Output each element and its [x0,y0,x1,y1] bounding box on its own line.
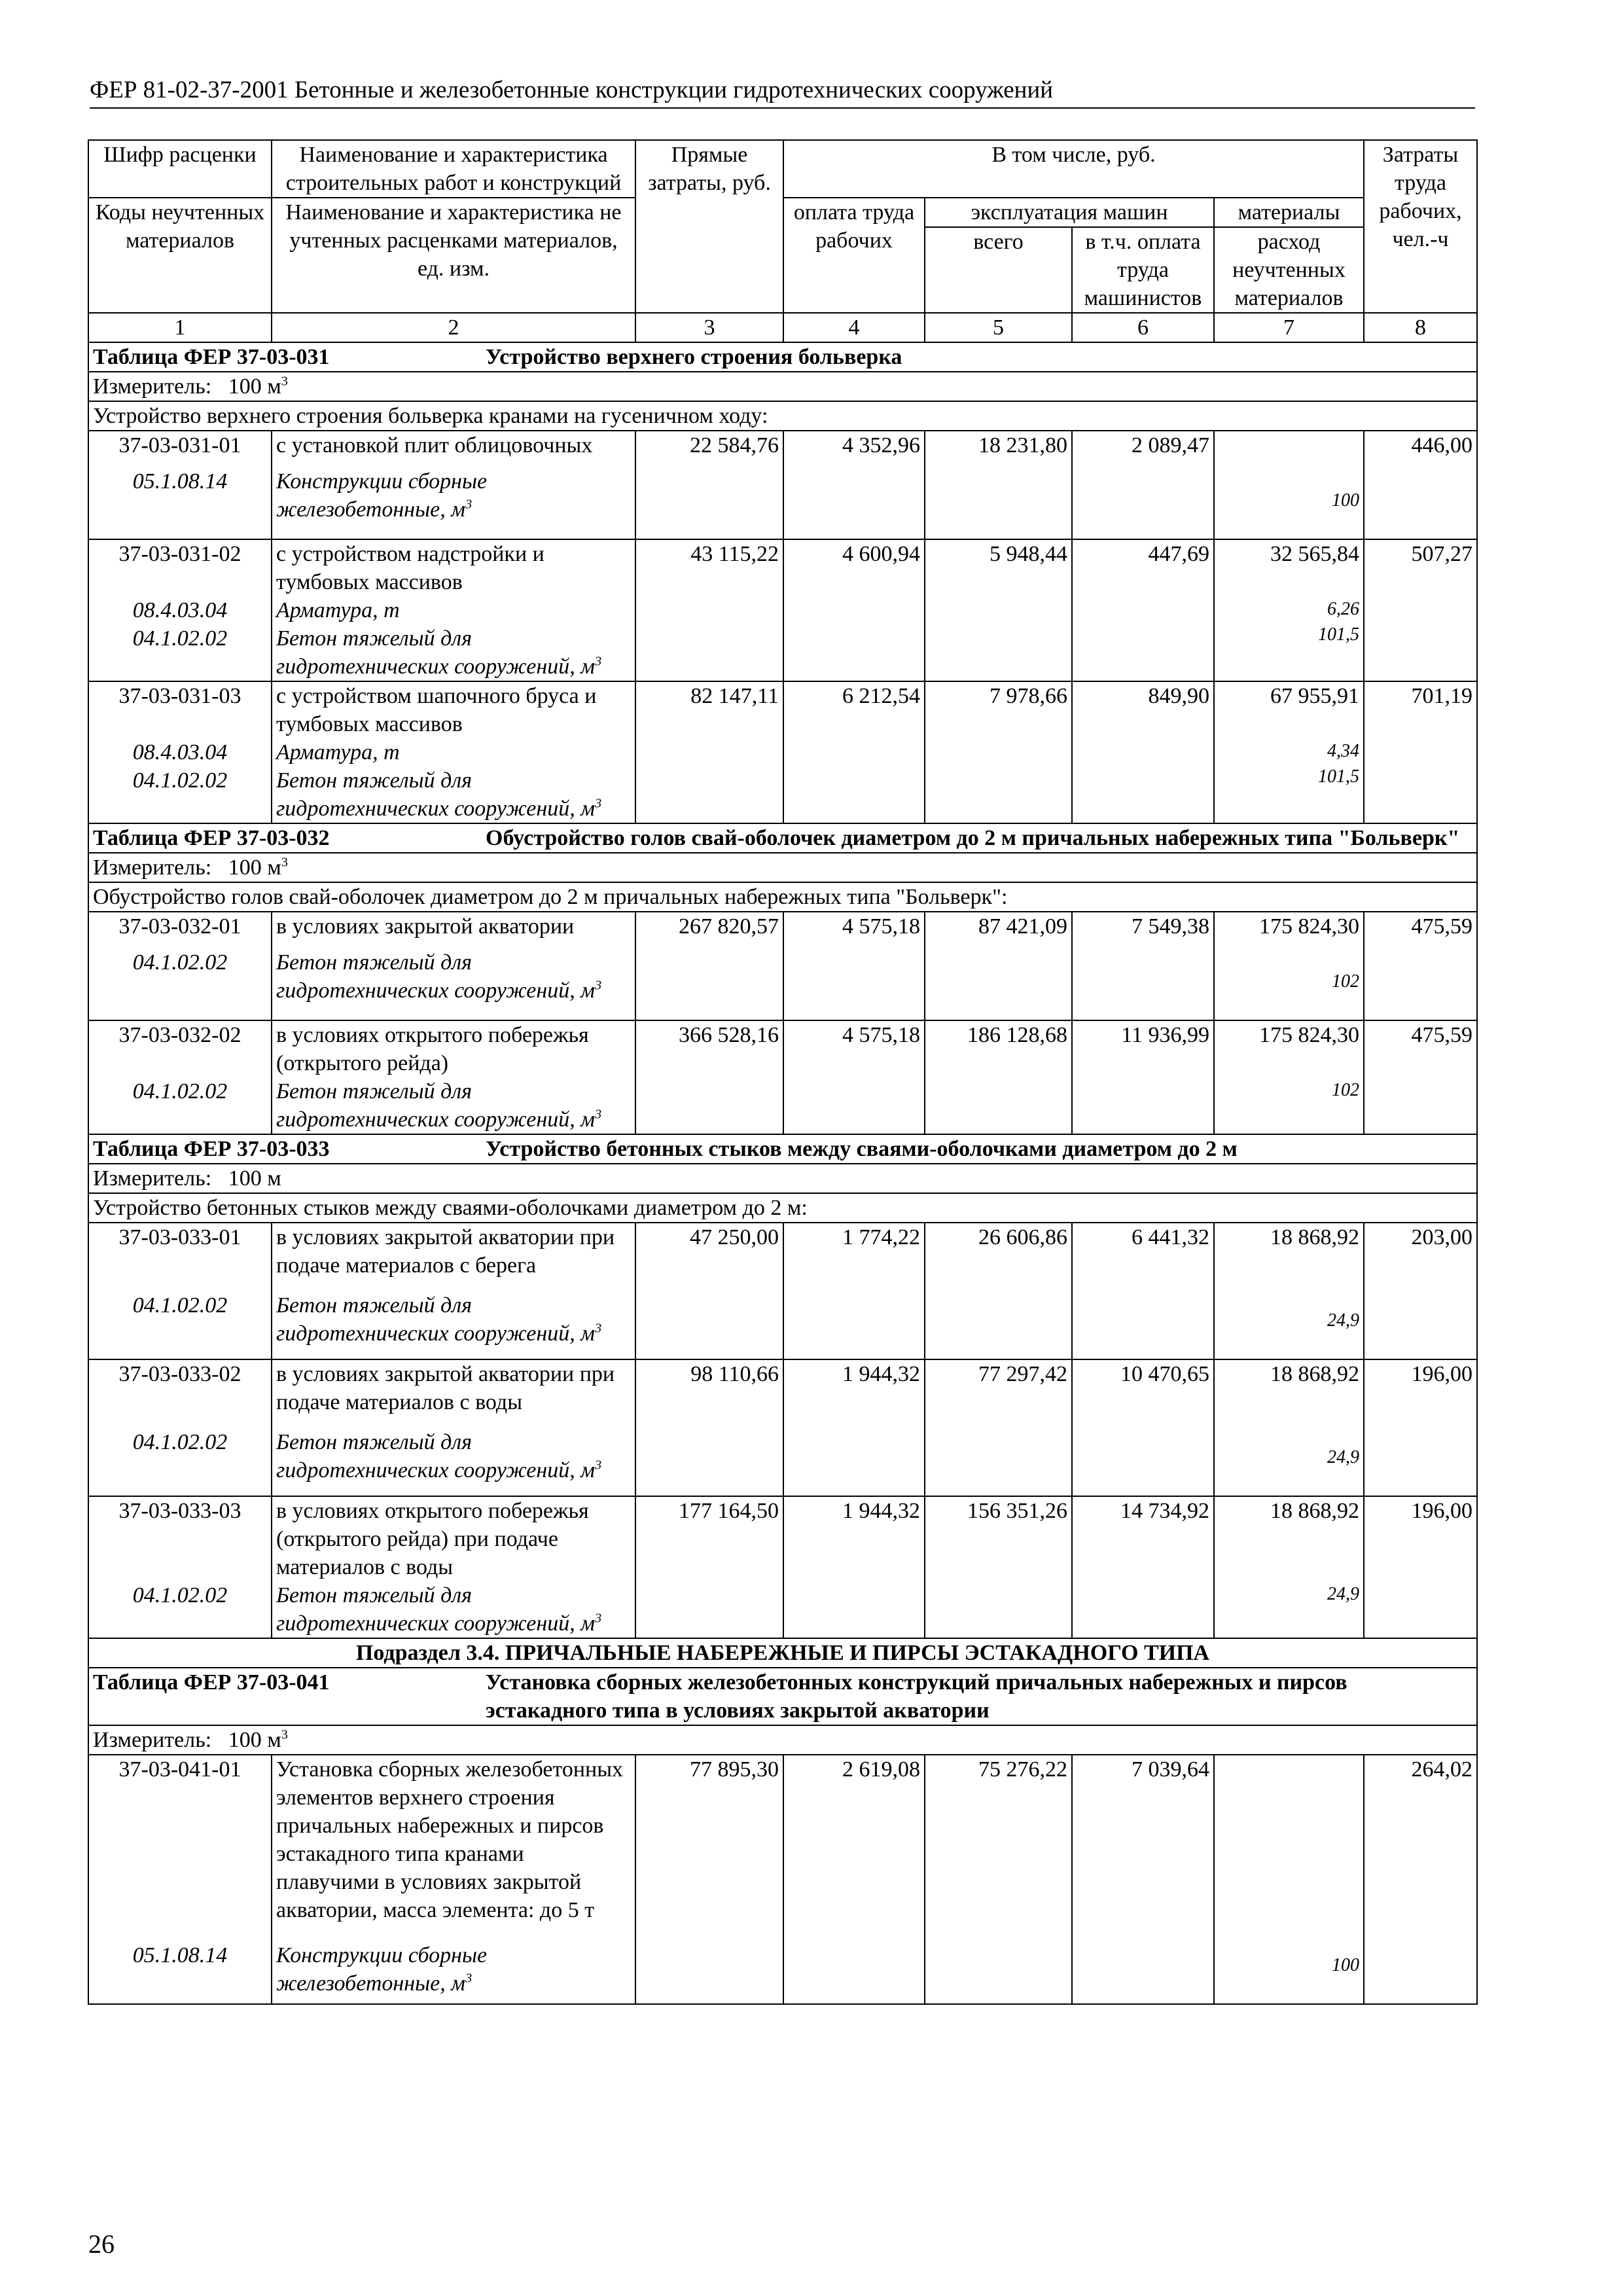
meter-value: 100 м [228,1166,281,1191]
meter-unit-exponent: 3 [281,374,288,389]
table-caption: Обустройство голов свай-оболочек диаметром до 2 м причальных набережных типа "Больверк": [88,882,1477,912]
subsection-row [88,1638,1477,1668]
direct-cost: 267 820,57 [635,912,783,1020]
materials-cell [1214,431,1364,539]
labor-hours: 196,00 [1364,1496,1477,1638]
rate-code: 37-03-032-02 [88,1020,272,1077]
labor-hours: 475,59 [1364,912,1477,1020]
material-name: Арматура, т [276,740,400,764]
wages-cost: 1 944,32 [783,1496,925,1638]
labor-hours: 203,00 [1364,1223,1477,1359]
col8-header: Затраты труда рабочих, чел.-ч [1364,140,1477,313]
materials-header: материалы [1214,198,1364,227]
wages-cost: 6 212,54 [783,681,925,823]
rate-row [88,1223,1477,1291]
table-title [88,1668,1477,1725]
rate-description: Установка сборных железобетонных элементов верхнего строения причальных набережных и пирсов эстакадного типа кранами плавучими в условиях закрытой акватории, масса элемента: до 5 т [272,1755,635,1941]
material-unit-exponent: 3 [594,1107,602,1122]
table-code: Таблица ФЕР 37-03-031 [93,345,330,369]
materials-cost-line: 67 955,91 [1270,684,1359,708]
material-quantity: 100 [1332,490,1359,511]
operators-wages: 14 734,92 [1072,1496,1214,1638]
machines-header: эксплуатация машин [925,198,1214,227]
wages-cost: 2 619,08 [783,1755,925,2004]
material-name: Бетон тяжелый для гидротехнических сооружений, м [276,626,595,679]
table-title-line [93,1135,1472,1163]
running-header: ФЕР 81-02-37-2001 Бетонные и железобетонные конструкции гидротехнических сооружений [90,77,1054,103]
rate-row [88,431,1477,467]
table-title [88,1134,1477,1164]
operators-wages: 7 549,38 [1072,912,1214,1020]
rate-row [88,1496,1477,1581]
meter-label: Измеритель: [93,1728,212,1752]
rate-description: с устройством надстройки и тумбовых массивов [272,539,635,596]
column-number: 6 [1072,313,1214,342]
labor-hours: 196,00 [1364,1359,1477,1496]
rate-description: в условиях закрытой акватории [272,912,635,948]
labor-hours: 507,27 [1364,539,1477,681]
labor-hours: 475,59 [1364,1020,1477,1134]
wages-cost: 1 774,22 [783,1223,925,1359]
meter-cell [88,1164,1477,1193]
materials-cost-line: 18 868,92 [1270,1225,1359,1249]
materials-cost-line: 32 565,84 [1270,542,1359,566]
material-name: Арматура, т [276,598,400,622]
material-name: Бетон тяжелый для гидротехнических сооружений, м [276,1293,595,1346]
operators-wages: 11 936,99 [1072,1020,1214,1134]
direct-cost: 98 110,66 [635,1359,783,1496]
operators-wages: 7 039,64 [1072,1755,1214,2004]
material-code: 04.1.02.02 [88,948,272,1020]
rate-row [88,912,1477,948]
rate-code: 37-03-033-01 [88,1223,272,1291]
meter-label: Измеритель: [93,374,212,399]
table-title-line [93,343,1472,371]
material-quantity: 102 [1332,971,1359,992]
materials-cell [1214,539,1364,681]
materials-cell [1214,1359,1364,1496]
group-header: В том числе, руб. [783,140,1364,198]
direct-cost: 82 147,11 [635,681,783,823]
material-quantity: 100 [1332,1955,1359,1975]
material-code: 05.1.08.14 [88,1941,272,2004]
meter-label: Измеритель: [93,1166,212,1191]
materials-cell [1214,912,1364,1020]
material-name-cell [272,1428,635,1497]
table-title-row [88,823,1477,853]
operators-wages: 2 089,47 [1072,431,1214,539]
material-quantity: 102 [1332,1080,1359,1100]
direct-cost: 47 250,00 [635,1223,783,1359]
table-title [88,823,1477,853]
material-quantity: 101,5 [1318,624,1359,645]
wages-cost: 1 944,32 [783,1359,925,1496]
material-name: Бетон тяжелый для гидротехнических сооружений, м [276,768,595,821]
column-number: 2 [272,313,635,342]
wages-cost: 4 600,94 [783,539,925,681]
header-rule [90,107,1475,109]
material-name: Конструкции сборные железобетонные, м [276,469,488,522]
page-number: 26 [88,2229,115,2259]
wages-cost: 4 575,18 [783,1020,925,1134]
machines-cost: 26 606,86 [925,1223,1072,1359]
table-code: Таблица ФЕР 37-03-041 [93,1670,330,1695]
machines-cost: 75 276,22 [925,1755,1072,2004]
material-code: 05.1.08.14 [88,467,272,539]
table-title-row [88,1668,1477,1725]
material-quantity: 24,9 [1327,1447,1359,1467]
caption-row [88,401,1477,431]
machines-cost: 156 351,26 [925,1496,1072,1638]
col5-header: всего [925,227,1072,313]
column-number: 7 [1214,313,1364,342]
machines-cost: 5 948,44 [925,539,1072,681]
table-title-row [88,1134,1477,1164]
material-name: Конструкции сборные железобетонные, м [276,1943,488,1996]
rate-code: 37-03-033-03 [88,1496,272,1581]
materials-cost-line: 18 868,92 [1270,1499,1359,1523]
machines-cost: 18 231,80 [925,431,1072,539]
materials-cell [1214,1020,1364,1134]
table-code: Таблица ФЕР 37-03-032 [93,826,330,850]
machines-cost: 7 978,66 [925,681,1072,823]
rate-code: 37-03-041-01 [88,1755,272,1941]
operators-wages: 10 470,65 [1072,1359,1214,1496]
operators-wages: 849,90 [1072,681,1214,823]
table-title-line [93,1668,1472,1725]
caption-row [88,1193,1477,1223]
caption-row [88,882,1477,912]
meter-unit-exponent: 3 [281,1727,288,1742]
material-name: Бетон тяжелый для гидротехнических сооружений, м [276,950,595,1003]
material-name: Бетон тяжелый для гидротехнических сооружений, м [276,1079,595,1132]
material-name-cell [272,1941,635,2004]
rate-description: в условиях закрытой акватории при подаче материалов с воды [272,1359,635,1428]
meter-row [88,1725,1477,1755]
material-quantity: 101,5 [1318,766,1359,787]
material-unit-exponent: 3 [594,1321,602,1336]
table-title-row [88,342,1477,372]
materials-cell [1214,1755,1364,2004]
rate-code: 37-03-032-01 [88,912,272,948]
rate-row [88,1020,1477,1077]
material-name-cell [272,596,635,624]
rate-code: 37-03-031-01 [88,431,272,467]
subsection-title: Подраздел 3.4. ПРИЧАЛЬНЫЕ НАБЕРЕЖНЫЕ И ПИРСЫ ЭСТАКАДНОГО ТИПА [88,1638,1477,1668]
machines-cost: 87 421,09 [925,912,1072,1020]
materials-cost-line: 175 824,30 [1259,1023,1359,1047]
material-code: 04.1.02.02 [88,1077,272,1134]
operators-wages: 447,69 [1072,539,1214,681]
direct-cost: 177 164,50 [635,1496,783,1638]
table-name: Устройство бетонных стыков между сваями-оболочками диаметром до 2 м [486,1137,1238,1161]
materials-cell [1214,1223,1364,1359]
header-row [88,140,1477,198]
material-name-cell [272,624,635,681]
materials-cost-line: 175 824,30 [1259,914,1359,939]
material-unit-exponent: 3 [594,1611,602,1626]
rate-row [88,681,1477,738]
material-code: 04.1.02.02 [88,1581,272,1638]
meter-value: 100 м [228,1728,281,1752]
labor-hours: 264,02 [1364,1755,1477,2004]
material-unit-exponent: 3 [594,1458,602,1473]
machines-cost: 186 128,68 [925,1020,1072,1134]
col2-bottom-header: Наименование и характеристика не учтенных расценками материалов, ед. изм. [272,198,635,313]
labor-hours: 446,00 [1364,431,1477,539]
material-unit-exponent: 3 [465,497,473,512]
table-code: Таблица ФЕР 37-03-033 [93,1137,330,1161]
table-caption: Устройство верхнего строения больверка кранами на гусеничном ходу: [88,401,1477,431]
material-code: 08.4.03.04 [88,596,272,624]
meter-cell [88,853,1477,882]
material-code: 04.1.02.02 [88,1291,272,1360]
table-title-line [93,824,1472,852]
col1-bottom-header: Коды неучтенных материалов [88,198,272,313]
column-number: 1 [88,313,272,342]
col7-header: расход неучтенных материалов [1214,227,1364,313]
col2-top-header: Наименование и характеристика строительных работ и конструкций [272,140,635,198]
materials-cost-line [1219,431,1359,488]
table-name: Устройство верхнего строения больверка [486,345,902,369]
meter-unit-exponent: 3 [281,855,288,870]
material-name: Бетон тяжелый для гидротехнических сооружений, м [276,1429,595,1482]
col4-header: оплата труда рабочих [783,198,925,313]
col3-header: Прямые затраты, руб. [635,140,783,313]
rate-description: в условиях открытого побережья (открытого рейда) [272,1020,635,1077]
rate-row [88,1359,1477,1428]
meter-value: 100 м [228,374,281,399]
meter-value: 100 м [228,855,281,880]
material-name-cell [272,738,635,766]
material-name-cell [272,1291,635,1360]
rate-description: в условиях открытого побережья (открытого рейда) при подаче материалов с воды [272,1496,635,1581]
column-number-row [88,313,1477,342]
column-number: 5 [925,313,1072,342]
meter-row [88,372,1477,401]
direct-cost: 43 115,22 [635,539,783,681]
material-quantity: 24,9 [1327,1310,1359,1331]
wages-cost: 4 575,18 [783,912,925,1020]
material-code: 04.1.02.02 [88,766,272,823]
rate-code: 37-03-031-02 [88,539,272,596]
table-title [88,342,1477,372]
material-name-cell [272,467,635,539]
wages-cost: 4 352,96 [783,431,925,539]
meter-row [88,853,1477,882]
material-name: Бетон тяжелый для гидротехнических сооружений, м [276,1583,595,1636]
material-code: 04.1.02.02 [88,1428,272,1497]
col1-top-header: Шифр расценки [88,140,272,198]
labor-hours: 701,19 [1364,681,1477,823]
material-quantity: 6,26 [1327,599,1359,619]
material-name-cell [272,1077,635,1134]
rate-row [88,539,1477,596]
table-caption: Устройство бетонных стыков между сваями-оболочками диаметром до 2 м: [88,1193,1477,1223]
meter-label: Измеритель: [93,855,212,880]
material-quantity: 24,9 [1327,1584,1359,1604]
materials-cost-line: 18 868,92 [1270,1362,1359,1386]
rates-table [88,139,1478,2005]
material-unit-exponent: 3 [594,978,602,993]
meter-cell [88,1725,1477,1755]
table-name: Установка сборных железобетонных конструкций причальных набережных и пирсов эстакадного типа в условиях закрытой акватории [486,1670,1347,1723]
rate-description: с установкой плит облицовочных [272,431,635,467]
materials-cost-line [1219,1755,1359,1952]
material-code: 04.1.02.02 [88,624,272,681]
rate-description: с устройством шапочного бруса и тумбовых массивов [272,681,635,738]
material-name-cell [272,766,635,823]
materials-cell [1214,681,1364,823]
direct-cost: 77 895,30 [635,1755,783,2004]
rate-code: 37-03-033-02 [88,1359,272,1428]
material-name-cell [272,948,635,1020]
direct-cost: 22 584,76 [635,431,783,539]
rate-description: в условиях закрытой акватории при подаче материалов с берега [272,1223,635,1291]
col6-header: в т.ч. оплата труда машинистов [1072,227,1214,313]
machines-cost: 77 297,42 [925,1359,1072,1496]
column-number: 8 [1364,313,1477,342]
rate-row [88,1755,1477,1941]
material-quantity: 4,34 [1327,741,1359,761]
meter-cell [88,372,1477,401]
column-number: 4 [783,313,925,342]
direct-cost: 366 528,16 [635,1020,783,1134]
operators-wages: 6 441,32 [1072,1223,1214,1359]
material-unit-exponent: 3 [594,796,602,811]
table-name: Обустройство голов свай-оболочек диаметром до 2 м причальных набережных типа "Больверк" [486,826,1460,850]
meter-row [88,1164,1477,1193]
material-code: 08.4.03.04 [88,738,272,766]
material-unit-exponent: 3 [465,1971,473,1986]
rate-code: 37-03-031-03 [88,681,272,738]
column-number: 3 [635,313,783,342]
material-unit-exponent: 3 [594,654,602,669]
material-name-cell [272,1581,635,1638]
materials-cell [1214,1496,1364,1638]
